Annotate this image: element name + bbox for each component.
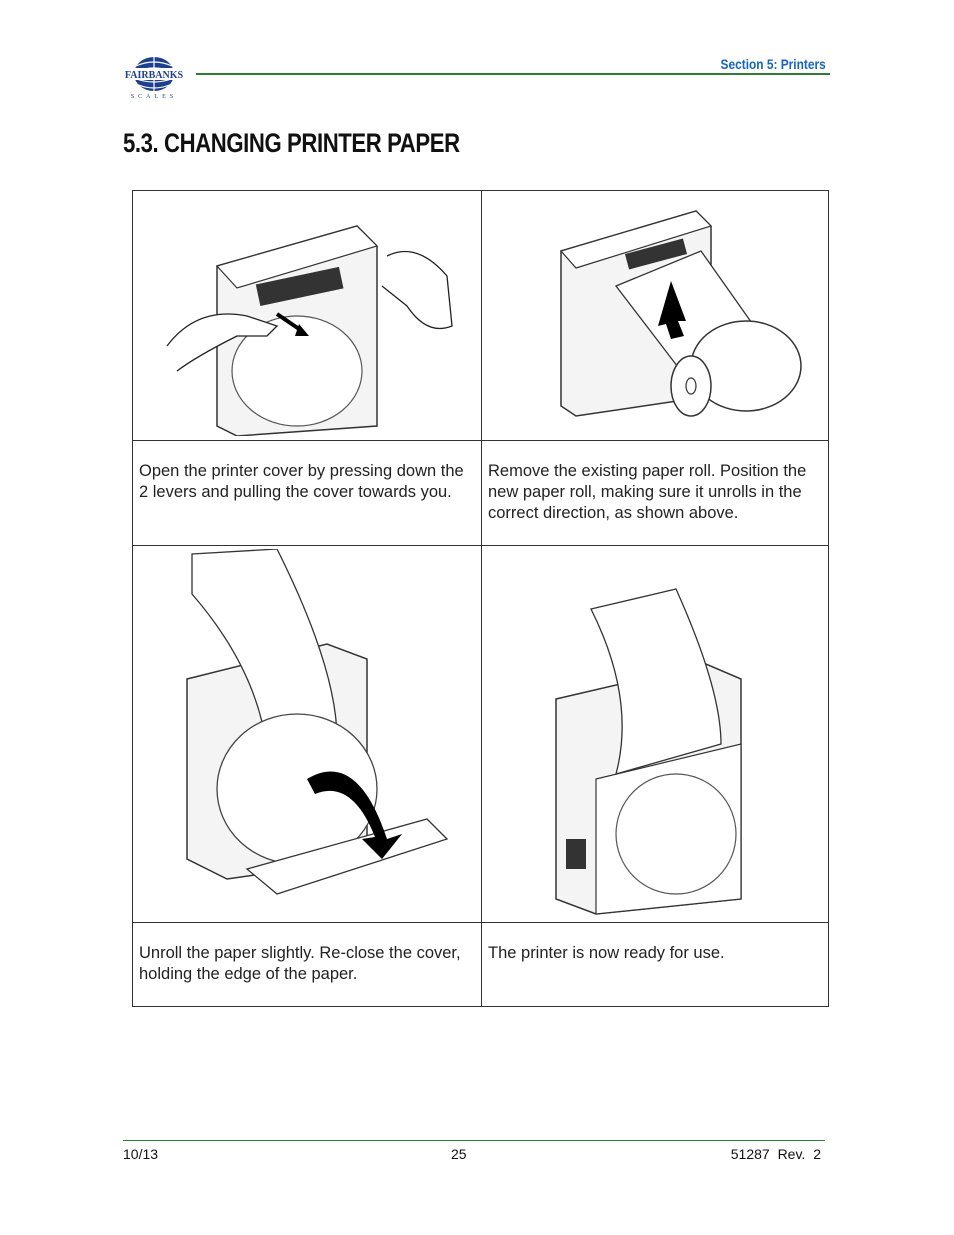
instruction-table xyxy=(132,190,829,1007)
step2-caption: Remove the existing paper roll. Position the new paper roll, making sure it unrolls in the correct direction, as shown above. xyxy=(488,462,807,522)
logo-text: FAIRBANKS xyxy=(124,70,184,81)
step1-caption: Open the printer cover by pressing down the 2 levers and pulling the cover towards you. xyxy=(139,462,464,501)
step3-illustration xyxy=(133,546,481,922)
step2-illustration xyxy=(482,191,829,440)
page-number: 25 xyxy=(451,1146,467,1162)
doc-revision: 51287 Rev. 2 xyxy=(730,1146,821,1162)
fairbanks-logo xyxy=(118,52,190,100)
logo-subtext: SCALES xyxy=(130,94,178,100)
header-rule xyxy=(196,73,830,75)
step4-illustration xyxy=(482,546,829,922)
footer-rule xyxy=(123,1140,825,1141)
page-title: 5.3. CHANGING PRINTER PAPER xyxy=(123,128,460,158)
section-label: Section 5: Printers xyxy=(720,56,826,72)
footer-date: 10/13 xyxy=(123,1146,159,1162)
step3-caption: Unroll the paper slightly. Re-close the cover, holding the edge of the paper. xyxy=(139,944,461,983)
step4-caption: The printer is now ready for use. xyxy=(488,944,725,962)
step1-illustration xyxy=(133,191,481,440)
